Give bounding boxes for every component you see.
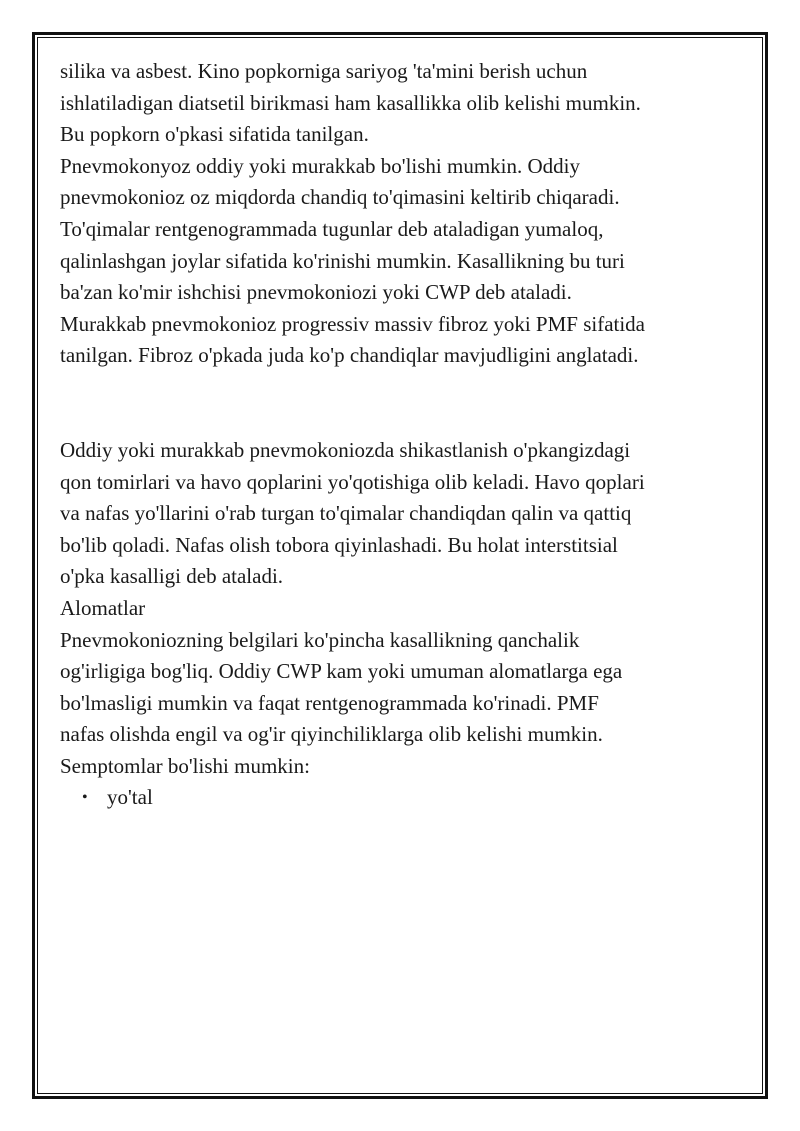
text-line: Pnevmokoniozning belgilari ko'pincha kasallikning qanchalik — [60, 627, 580, 652]
paragraph-4 — [60, 625, 750, 783]
text-line: silika va asbest. Kino popkorniga sariyog 'ta'mini berish uchun — [60, 59, 588, 83]
text-line: Semptomlar bo'lishi mumkin: — [60, 753, 310, 778]
text-line: pnevmokonioz oz miqdorda chandiq to'qimasini keltirib chiqaradi. — [60, 185, 620, 210]
section-heading-symptoms — [60, 593, 750, 625]
bullet-icon: • — [82, 789, 88, 807]
text-line: qalinlashgan joylar sifatida ko'rinishi mumkin. Kasallikning bu turi — [60, 248, 625, 273]
heading-text: Alomatlar — [60, 595, 146, 620]
text-line: To'qimalar rentgenogrammada tugunlar deb ataladigan yumaloq, — [60, 216, 604, 241]
paragraph-2 — [60, 151, 750, 372]
text-line: Murakkab pnevmokonioz progressiv massiv fibroz yoki PMF sifatida — [60, 311, 646, 336]
text-line: Bu popkorn o'pkasi sifatida tanilgan. — [60, 122, 369, 147]
list-item — [60, 782, 750, 814]
text-line: nafas olishda engil va og'ir qiyinchiliklarga olib kelishi mumkin. — [60, 722, 603, 747]
text-line: va nafas yo'llarini o'rab turgan to'qimalar chandiqdan qalin va qattiq — [60, 501, 632, 526]
text-line: qon tomirlari va havo qoplarini yo'qotishiga olib keladi. Havo qoplari — [60, 469, 645, 494]
text-line: o'pka kasalligi deb ataladi. — [60, 564, 284, 589]
text-line: Pnevmokonyoz oddiy yoki murakkab bo'lishi mumkin. Oddiy — [60, 153, 581, 178]
text-line: bo'lib qoladi. Nafas olish tobora qiyinlashadi. Bu holat interstitsial — [60, 532, 618, 557]
list-item-text: yo'tal — [107, 785, 153, 810]
text-line: bo'lmasligi mumkin va faqat rentgenogrammada ko'rinadi. PMF — [60, 690, 599, 715]
symptom-list — [60, 782, 750, 814]
text-line: tanilgan. Fibroz o'pkada juda ko'p chandiqlar mavjudligini anglatadi. — [60, 343, 639, 368]
text-line: ba'zan ko'mir ishchisi pnevmokoniozi yoki CWP deb ataladi. — [60, 280, 572, 305]
blank-space — [60, 372, 750, 435]
paragraph-3 — [60, 435, 750, 593]
document-body — [60, 56, 750, 814]
paragraph-1 — [60, 56, 750, 151]
text-line: Oddiy yoki murakkab pnevmokoniozda shikastlanish o'pkangizdagi — [60, 437, 631, 462]
text-line: ishlatiladigan diatsetil birikmasi ham kasallikka olib kelishi mumkin. — [60, 90, 641, 115]
text-line: og'irligiga bog'liq. Oddiy CWP kam yoki umuman alomatlarga ega — [60, 659, 623, 684]
